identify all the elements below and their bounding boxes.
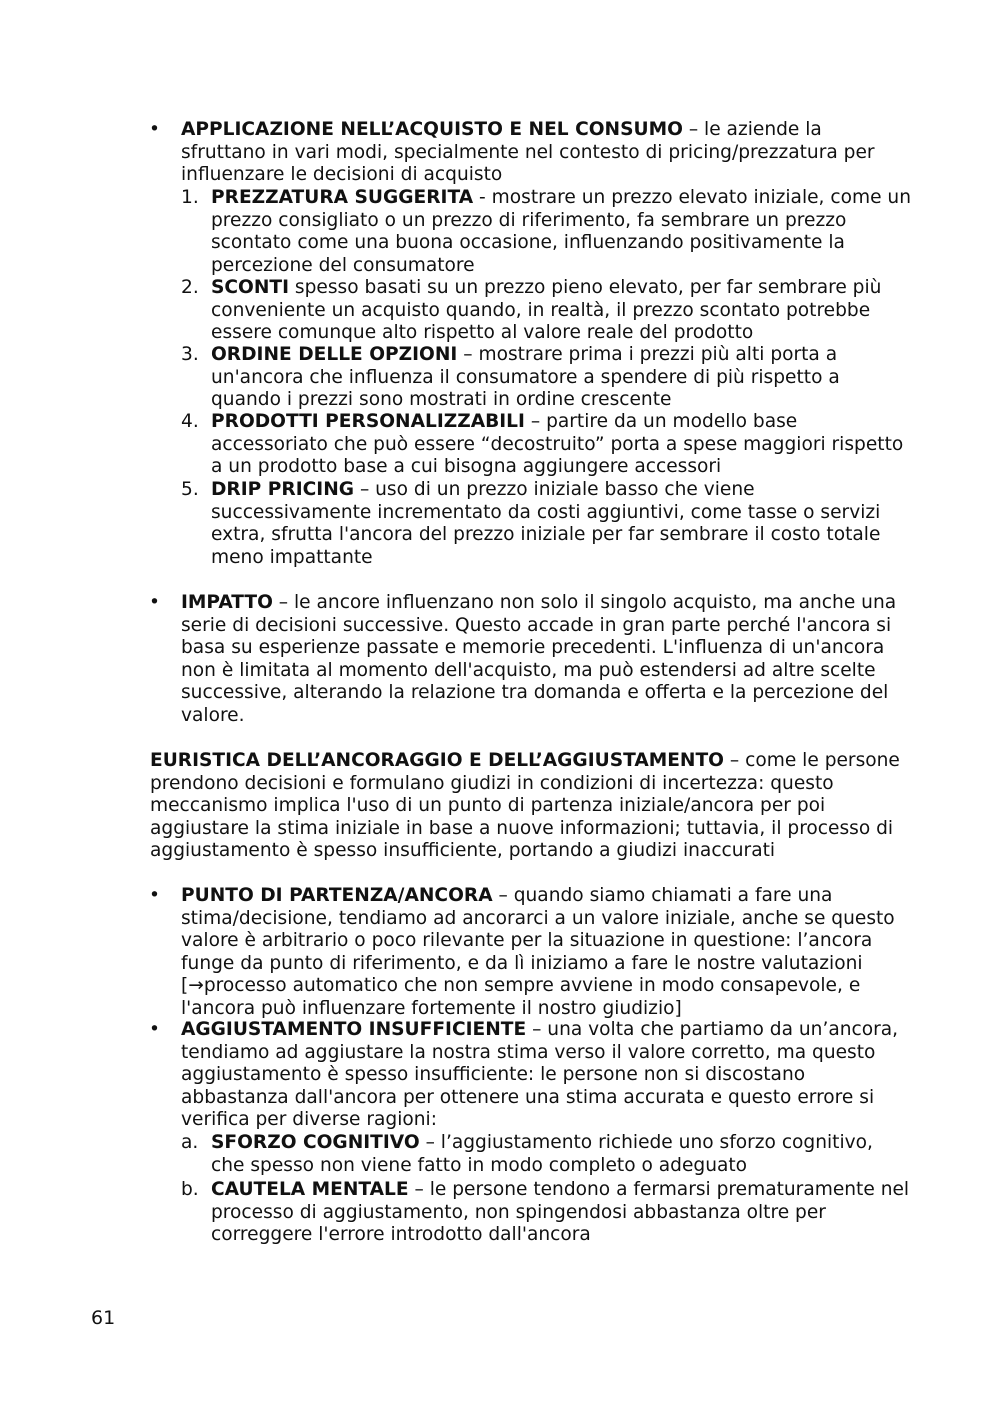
bullet-text xyxy=(0,592,911,728)
bullet-punto-di-partenza xyxy=(0,885,911,1021)
item-title: DRIP PRICING xyxy=(211,479,355,500)
paragraph-body: – come le persone prendono decisioni e formulano giudizi in condizioni di incertezza: questo meccanismo implica l'uso di un punto di partenza iniziale/ancora per poi aggiustare la stima iniziale in base a nuove informazioni; tuttavia, il processo di aggiustamento è spesso insufficiente, portando a giudizi inaccurati xyxy=(150,750,900,862)
item-body: – le persone tendono a fermarsi prematuramente nel processo di aggiustamento, non spingendosi abbastanza oltre per correggere l'errore introdotto dall'ancora xyxy=(211,1179,910,1246)
item-body: – mostrare prima i prezzi più alti porta a un'ancora che influenza il consumatore a spendere di più rispetto a quando i prezzi sono mostrati in ordine crescente xyxy=(211,344,840,411)
item-body: – partire da un modello base accessoriato che può essere “decostruito” porta a spese maggiori rispetto a un prodotto base a cui bisogna aggiungere accessori xyxy=(211,411,904,478)
item-text xyxy=(0,1179,911,1247)
lettered-item-b xyxy=(0,1179,911,1247)
item-text xyxy=(0,479,911,569)
item-title: PREZZATURA SUGGERITA xyxy=(211,187,474,208)
paragraph-text xyxy=(0,750,912,863)
item-body: – uso di un prezzo iniziale basso che viene successivamente incrementato da costi aggiuntivi, come tasse o servizi extra, sfrutta l'ancora del prezzo iniziale per far sembrare il costo totale meno impattante xyxy=(211,479,881,568)
numbered-item-5 xyxy=(0,479,911,569)
item-number: 4. xyxy=(181,411,199,432)
item-text xyxy=(0,344,911,412)
item-title: PRODOTTI PERSONALIZZABILI xyxy=(211,411,525,432)
page-number: 61 xyxy=(91,1307,116,1329)
item-text xyxy=(0,277,911,345)
numbered-item-4 xyxy=(0,411,911,479)
item-title: SFORZO COGNITIVO xyxy=(211,1132,420,1153)
numbered-item-2 xyxy=(0,277,911,345)
bullet-marker: • xyxy=(149,119,160,140)
item-number: 3. xyxy=(181,344,199,365)
numbered-item-3 xyxy=(0,344,911,412)
paragraph-title: EURISTICA DELL’ANCORAGGIO E DELL’AGGIUSTAMENTO xyxy=(150,750,724,771)
item-letter: b. xyxy=(181,1179,199,1200)
item-body: – l’aggiustamento richiede uno sforzo cognitivo, che spesso non viene fatto in modo completo o adeguato xyxy=(211,1132,873,1176)
bullet-marker: • xyxy=(149,592,160,613)
bullet-text xyxy=(0,1019,911,1132)
bullet-impatto xyxy=(0,592,911,728)
bullet-body: – quando siamo chiamati a fare una stima/decisione, tendiamo ad ancorarci a un valore iniziale, anche se questo valore è arbitrario o poco rilevante per la situazione in questione: l’ancora funge da punto di riferimento, e da lì iniziamo a fare le nostre valutazioni [→processo automatico che non sempre avviene in modo consapevole, e l'ancora può influenzare fortemente il nostro giudizio] xyxy=(181,885,895,1019)
item-number: 1. xyxy=(181,187,199,208)
item-text xyxy=(0,411,911,479)
item-number: 2. xyxy=(181,277,199,298)
item-title: SCONTI xyxy=(211,277,290,298)
bullet-title: AGGIUSTAMENTO INSUFFICIENTE xyxy=(181,1019,527,1040)
item-text xyxy=(0,1132,911,1177)
bullet-body: – le ancore influenzano non solo il singolo acquisto, ma anche una serie di decisioni successive. Questo accade in gran parte perché l'ancora si basa su esperienze passate e memorie precedenti. L'influenza di un'ancora non è limitata al momento dell'acquisto, ma può estendersi ad altre scelte successive, alterando la relazione tra domanda e offerta e la percezione del valore. xyxy=(181,592,897,726)
item-title: ORDINE DELLE OPZIONI xyxy=(211,344,458,365)
bullet-marker: • xyxy=(149,1019,160,1040)
bullet-text xyxy=(0,885,911,1021)
bullet-body: – le aziende la sfruttano in vari modi, specialmente nel contesto di pricing/prezzatura per influenzare le decisioni di acquisto xyxy=(181,119,875,186)
item-letter: a. xyxy=(181,1132,199,1153)
item-number: 5. xyxy=(181,479,199,500)
item-text xyxy=(0,187,911,277)
bullet-body: – una volta che partiamo da un’ancora, tendiamo ad aggiustare la nostra stima verso il valore corretto, ma questo aggiustamento è spesso insufficiente: le persone non si discostano abbastanza dall'ancora per ottenere una stima accurata e questo errore si verifica per diverse ragioni: xyxy=(181,1019,899,1131)
bullet-marker: • xyxy=(149,885,160,906)
bullet-text xyxy=(0,119,911,187)
lettered-item-a xyxy=(0,1132,911,1177)
bullet-aggiustamento xyxy=(0,1019,911,1132)
numbered-item-1 xyxy=(0,187,911,277)
paragraph-euristica xyxy=(0,750,912,863)
bullet-title: PUNTO DI PARTENZA/ANCORA xyxy=(181,885,493,906)
bullet-title: APPLICAZIONE NELL’ACQUISTO E NEL CONSUMO xyxy=(181,119,683,140)
item-title: CAUTELA MENTALE xyxy=(211,1179,409,1200)
bullet-title: IMPATTO xyxy=(181,592,273,613)
item-body: - mostrare un prezzo elevato iniziale, come un prezzo consigliato o un prezzo di riferimento, fa sembrare un prezzo scontato come una buona occasione, influenzando positivamente la percezione del consumatore xyxy=(211,187,912,276)
bullet-applicazione xyxy=(0,119,911,187)
item-body: spesso basati su un prezzo pieno elevato, per far sembrare più conveniente un acquisto quando, in realtà, il prezzo scontato potrebbe essere comunque alto rispetto al valore reale del prodotto xyxy=(211,277,882,344)
